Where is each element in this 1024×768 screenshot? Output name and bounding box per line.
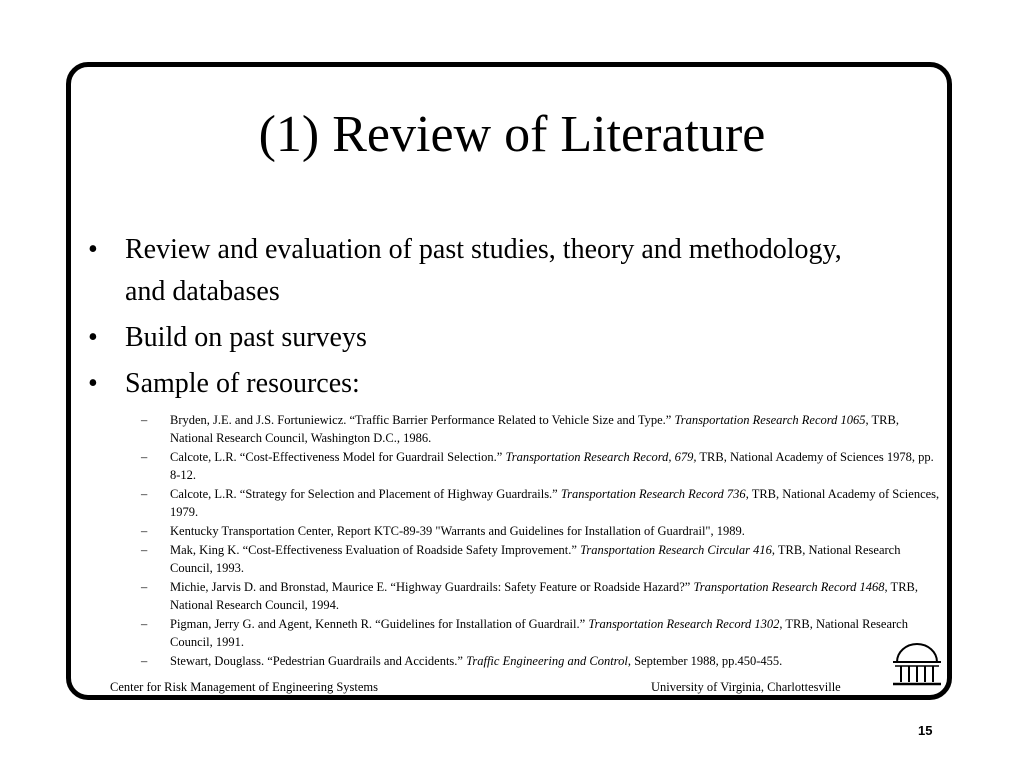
reference-source: Traffic Engineering and Control (466, 654, 628, 668)
dash-marker: – (141, 617, 148, 631)
slide-title: (1) Review of Literature (258, 106, 766, 163)
bullet-item (88, 363, 848, 405)
bullet-marker: • (88, 322, 98, 353)
dash-marker: – (141, 654, 148, 668)
reference-text: Michie, Jarvis D. and Bronstad, Maurice E. “Highway Guardrails: Safety Feature or Roadside Hazard?” (170, 580, 694, 594)
reference-list (141, 411, 941, 671)
reference-source: Transportation Research Record, 679, (505, 450, 697, 464)
reference-item (141, 615, 941, 651)
reference-details: , September 1988, pp.450-455. (627, 654, 783, 668)
reference-item (141, 522, 941, 540)
reference-details: , TRB, National Research Council, Washington D.C., 1986. (170, 413, 899, 445)
bullet-marker: • (88, 234, 98, 265)
reference-source: Transportation Research Circular 416 (580, 543, 772, 557)
bullet-text: Review and evaluation of past studies, theory and methodology, and databases (125, 234, 842, 307)
reference-item (141, 652, 941, 670)
dash-marker: – (141, 450, 148, 464)
bullet-marker: • (88, 368, 98, 399)
page-number: 15 (918, 723, 933, 738)
dash-marker: – (141, 580, 148, 594)
reference-details: , TRB, National Research Council, 1993. (170, 543, 901, 575)
reference-text: Mak, King K. “Cost-Effectiveness Evaluation of Roadside Safety Improvement.” (170, 543, 581, 557)
reference-details: , TRB, National Research Council, 1994. (170, 580, 918, 612)
reference-item (141, 448, 941, 484)
dash-marker: – (141, 487, 148, 501)
bullet-text: Sample of resources: (125, 368, 360, 399)
reference-source: Transportation Research Record 1065 (674, 413, 866, 427)
rotunda-logo-icon (891, 640, 943, 688)
bullet-item (88, 317, 848, 359)
reference-text: Calcote, L.R. “Strategy for Selection and Placement of Highway Guardrails.” (170, 487, 561, 501)
bullet-text: Build on past surveys (125, 322, 367, 353)
reference-text: Kentucky Transportation Center, Report KTC-89-39 "Warrants and Guidelines for Installation of Guardrail", 1989. (170, 524, 745, 538)
footer-right: University of Virginia, Charlottesville (651, 680, 841, 694)
footer-left: Center for Risk Management of Engineering Systems (110, 680, 378, 694)
reference-details: TRB, National Academy of Sciences 1978, pp. 8-12. (170, 450, 934, 482)
reference-item (141, 411, 941, 447)
bullet-list (88, 229, 848, 409)
reference-text: Bryden, J.E. and J.S. Fortuniewicz. “Traffic Barrier Performance Related to Vehicle Size and Type.” (170, 413, 675, 427)
reference-item (141, 578, 941, 614)
bullet-item (88, 229, 848, 313)
dash-marker: – (141, 413, 148, 427)
dash-marker: – (141, 524, 148, 538)
reference-text: Stewart, Douglass. “Pedestrian Guardrails and Accidents.” (170, 654, 467, 668)
reference-text: Pigman, Jerry G. and Agent, Kenneth R. “Guidelines for Installation of Guardrail.” (170, 617, 589, 631)
dash-marker: – (141, 543, 148, 557)
reference-source: Transportation Research Record 1468 (693, 580, 885, 594)
reference-details: , TRB, National Academy of Sciences, 1979. (170, 487, 940, 519)
reference-text: Calcote, L.R. “Cost-Effectiveness Model for Guardrail Selection.” (170, 450, 506, 464)
reference-source: Transportation Research Record 736 (560, 487, 746, 501)
reference-item (141, 541, 941, 577)
reference-item (141, 485, 941, 521)
reference-source: Transportation Research Record 1302 (588, 617, 780, 631)
reference-details: , TRB, National Research Council, 1991. (170, 617, 908, 649)
